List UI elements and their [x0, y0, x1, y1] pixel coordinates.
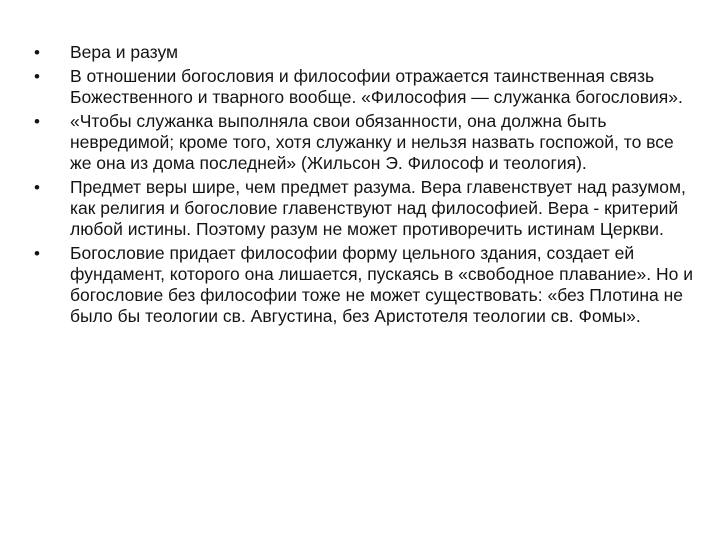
bullet-item [34, 111, 694, 174]
bullet-icon: • [34, 112, 40, 131]
bullet-item [34, 66, 694, 108]
bullet-icon: • [34, 178, 40, 197]
bullet-icon: • [34, 43, 40, 62]
bullet-text: Предмет веры шире, чем предмет разума. Вера главенствует над разумом, как религия и богословие главенствуют над философией. Вера - критерий любой истины. Поэтому разум не может противоречить истинам Церкви. [70, 177, 686, 239]
bullet-text: Вера и разум [70, 42, 179, 62]
bullet-icon: • [34, 244, 40, 263]
bullet-item [34, 243, 694, 327]
bullet-text: В отношении богословия и философии отражается таинственная связь Божественного и тварного вообще. «Философия — служанка богословия». [70, 66, 683, 107]
bullet-list [34, 42, 694, 330]
bullet-text: «Чтобы служанка выполняла свои обязанности, она должна быть невредимой; кроме того, хотя служанку и нельзя назвать госпожой, то все же она из дома последней» (Жильсон Э. Философ и теология). [70, 111, 674, 173]
bullet-item-title [34, 42, 694, 63]
bullet-text: Богословие придает философии форму цельного здания, создает ей фундамент, которого она лишается, пускаясь в «свободное плавание». Но и богословие без философии тоже не может существовать: «без Плотина не было бы теологии св. Августина, без Аристотеля теологии св. Фомы». [70, 243, 693, 326]
bullet-icon: • [34, 67, 40, 86]
bullet-item [34, 177, 694, 240]
